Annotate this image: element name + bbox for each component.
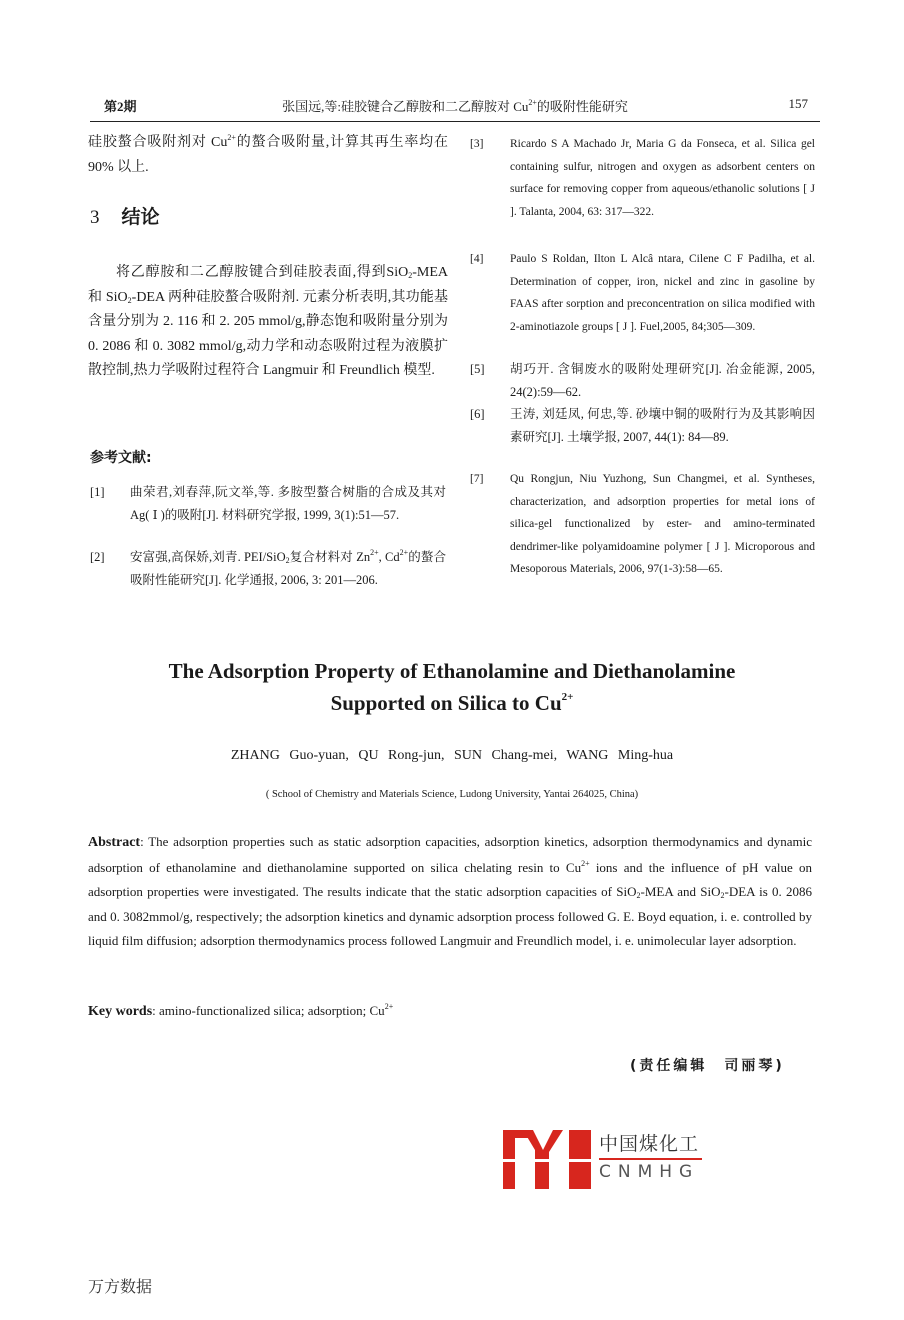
editor-note: (责任编辑 司丽琴): [630, 1058, 785, 1074]
subscript: 2: [285, 556, 290, 565]
superscript: 2+: [384, 1002, 394, 1011]
logo-name-cn: 中国煤化工: [599, 1133, 700, 1155]
reference-text: Ricardo S A Machado Jr, Maria G da Fonseca, et al. Silica gel containing sulfur, nitrogen and oxygen as adsorbent centers on surface for removing copper from aqueous/ethanolic solutions [ J ]. Talanta, 2004, 63: 317—322.: [510, 138, 815, 218]
reference-number: [1]: [90, 485, 105, 499]
issue-number: 第2期: [104, 99, 137, 114]
abstract-label: Abstract: [88, 835, 141, 850]
text: 硅胶螯合吸附剂对 Cu: [88, 135, 228, 150]
reference-item: [470, 468, 815, 581]
text: ions and the influence of pH value on adsorption properties were investigated. The results indicate that the static adsorption capacities of SiO: [88, 859, 812, 899]
carry-over-paragraph: [88, 131, 448, 180]
text: 安富强,高保娇,刘青. PEI/SiO: [130, 550, 286, 564]
watermark: 万方数据: [88, 1277, 153, 1296]
reference-number: [5]: [470, 362, 485, 376]
title-line: The Adsorption Property of Ethanolamine and Diethanolamine: [168, 659, 736, 683]
reference-number: [2]: [90, 550, 105, 564]
abstract: [88, 830, 812, 954]
reference-text: 胡巧开. 含铜废水的吸附处理研究[J]. 冶金能源, 2005, 24(2):59—62.: [510, 362, 815, 399]
superscript: 2+: [399, 548, 409, 557]
superscript: 2+: [561, 691, 574, 703]
text: , Cd: [378, 550, 400, 564]
superscript: 2+: [528, 98, 537, 107]
text: 将乙醇胺和二乙醇胺键合到硅胶表面,得到: [116, 265, 387, 280]
title-line: [100, 687, 804, 719]
text: -DEA is 0. 2086 and 0. 3082mmol/g, respectively; the adsorption kinetics and dynamic adsorption process followed G. E. Boyd equation, i. e. controlled by liquid film diffusion; adsorption thermodynamics process followed Langmuir and Freundlich model, i. e. unimolecular layer adsorption.: [88, 884, 812, 948]
running-title: [90, 96, 820, 115]
logo-divider: [599, 1158, 702, 1160]
text: -DEA 两种硅胶螯合吸附剂. 元素分析表明,其功能基含量分别为 2. 116 和 2. 205 mmol/g,静态饱和吸附量分别为 0. 2086 和 0. 3082 mmol/g,动力学和动态吸附过程为液膜扩散控制,热力学吸附过程符合 Langmuir 和 Freundlich 模型.: [88, 289, 448, 378]
superscript: 2+: [227, 133, 236, 142]
running-head: [90, 96, 820, 118]
english-title: [100, 655, 804, 719]
text: : The adsorption properties such as static adsorption capacities, adsorption kinetics, adsorption thermodynamics and dynamic adsorption of ethanolamine and diethanolamine supported on silica chelating resin to Cu: [88, 834, 812, 875]
section-title: 结论: [121, 206, 160, 228]
section-heading: [90, 202, 160, 229]
reference-text: [130, 546, 446, 591]
text: SiO: [105, 289, 128, 305]
subscript: 2: [408, 271, 413, 280]
text: 的螯合吸附量,计算其再生率均在 90% 以上.: [88, 135, 448, 175]
reference-item: [470, 358, 815, 403]
reference-text: 曲荣君,刘春萍,阮文举,等. 多胺型螯合树脂的合成及其对 Ag( Ⅰ )的吸附[J]. 材料研究学报, 1999, 3(1):51—57.: [130, 485, 446, 522]
section-number: 3: [90, 207, 100, 228]
reference-number: [4]: [470, 253, 484, 265]
subscript: 2: [127, 295, 132, 305]
text: -MEA 和: [88, 265, 448, 305]
references-heading: 参考文献:: [90, 450, 152, 466]
page-number: 157: [788, 96, 808, 111]
text: : amino-functionalized silica; adsorption; Cu: [152, 1003, 385, 1018]
text: SiO: [386, 265, 409, 280]
reference-item: [470, 133, 815, 223]
reference-item: [90, 546, 446, 591]
keywords-label: Key words: [88, 1004, 153, 1019]
text: -MEA and SiO: [640, 884, 721, 899]
reference-item: [470, 248, 815, 338]
cnmhg-logo: [503, 1128, 713, 1190]
running-title-text: 张国远,等:硅胶键合乙醇胺和二乙醇胺对 Cu: [282, 99, 529, 114]
conclusion-paragraph: [88, 261, 448, 384]
text: Supported on Silica to Cu: [330, 691, 562, 715]
reference-number: [3]: [470, 138, 484, 150]
superscript: 2+: [581, 858, 590, 868]
authors: ZHANG Guo-yuan, QU Rong-jun, SUN Chang-mei, WANG Ming-hua: [230, 748, 674, 763]
subscript: 2: [720, 891, 725, 900]
reference-text: Paulo S Roldan, Ilton L Alcâ ntara, Cilene C F Padilha, et al. Determination of copper, iron, nickel and zinc in gasoline by FAAS after sorption and preconcentration on silica modified with 2-aminotiazole groups [ J ]. Fuel,2005, 84;305—309.: [510, 253, 815, 333]
reference-item: [90, 481, 446, 526]
reference-text: Qu Rongjun, Niu Yuzhong, Sun Changmei, et al. Syntheses, characterization, and adsorption properties for metal ions of silica-gel functionalized by ester- and amino-terminated dendrimer-like polyamidoamine polymer [ J ]. Microporous and Mesoporous Materials, 2006, 97(1-3):58—65.: [510, 473, 815, 575]
logo-name-en: CNMHG: [599, 1162, 700, 1182]
superscript: 2+: [370, 548, 379, 557]
reference-number: [6]: [470, 407, 485, 421]
subscript: 2: [636, 891, 641, 900]
keywords: [88, 1003, 812, 1020]
reference-text: 王涛, 刘廷凤, 何忠,等. 砂壤中铜的吸附行为及其影响因素研究[J]. 土壤学报, 2007, 44(1): 84—89.: [510, 407, 815, 444]
text: 复合材料对 Zn: [289, 550, 371, 564]
affiliation: ( School of Chemistry and Materials Science, Ludong University, Yantai 264025, China): [265, 789, 639, 800]
reference-item: [470, 403, 815, 448]
header-rule: [90, 121, 820, 122]
reference-number: [7]: [470, 473, 484, 485]
text: 的螯合吸附性能研究[J]. 化学通报, 2006, 3: 201—206.: [130, 550, 446, 587]
running-title-text: 的吸附性能研究: [536, 99, 628, 114]
cnmhg-logo-mark-icon: [503, 1128, 591, 1190]
